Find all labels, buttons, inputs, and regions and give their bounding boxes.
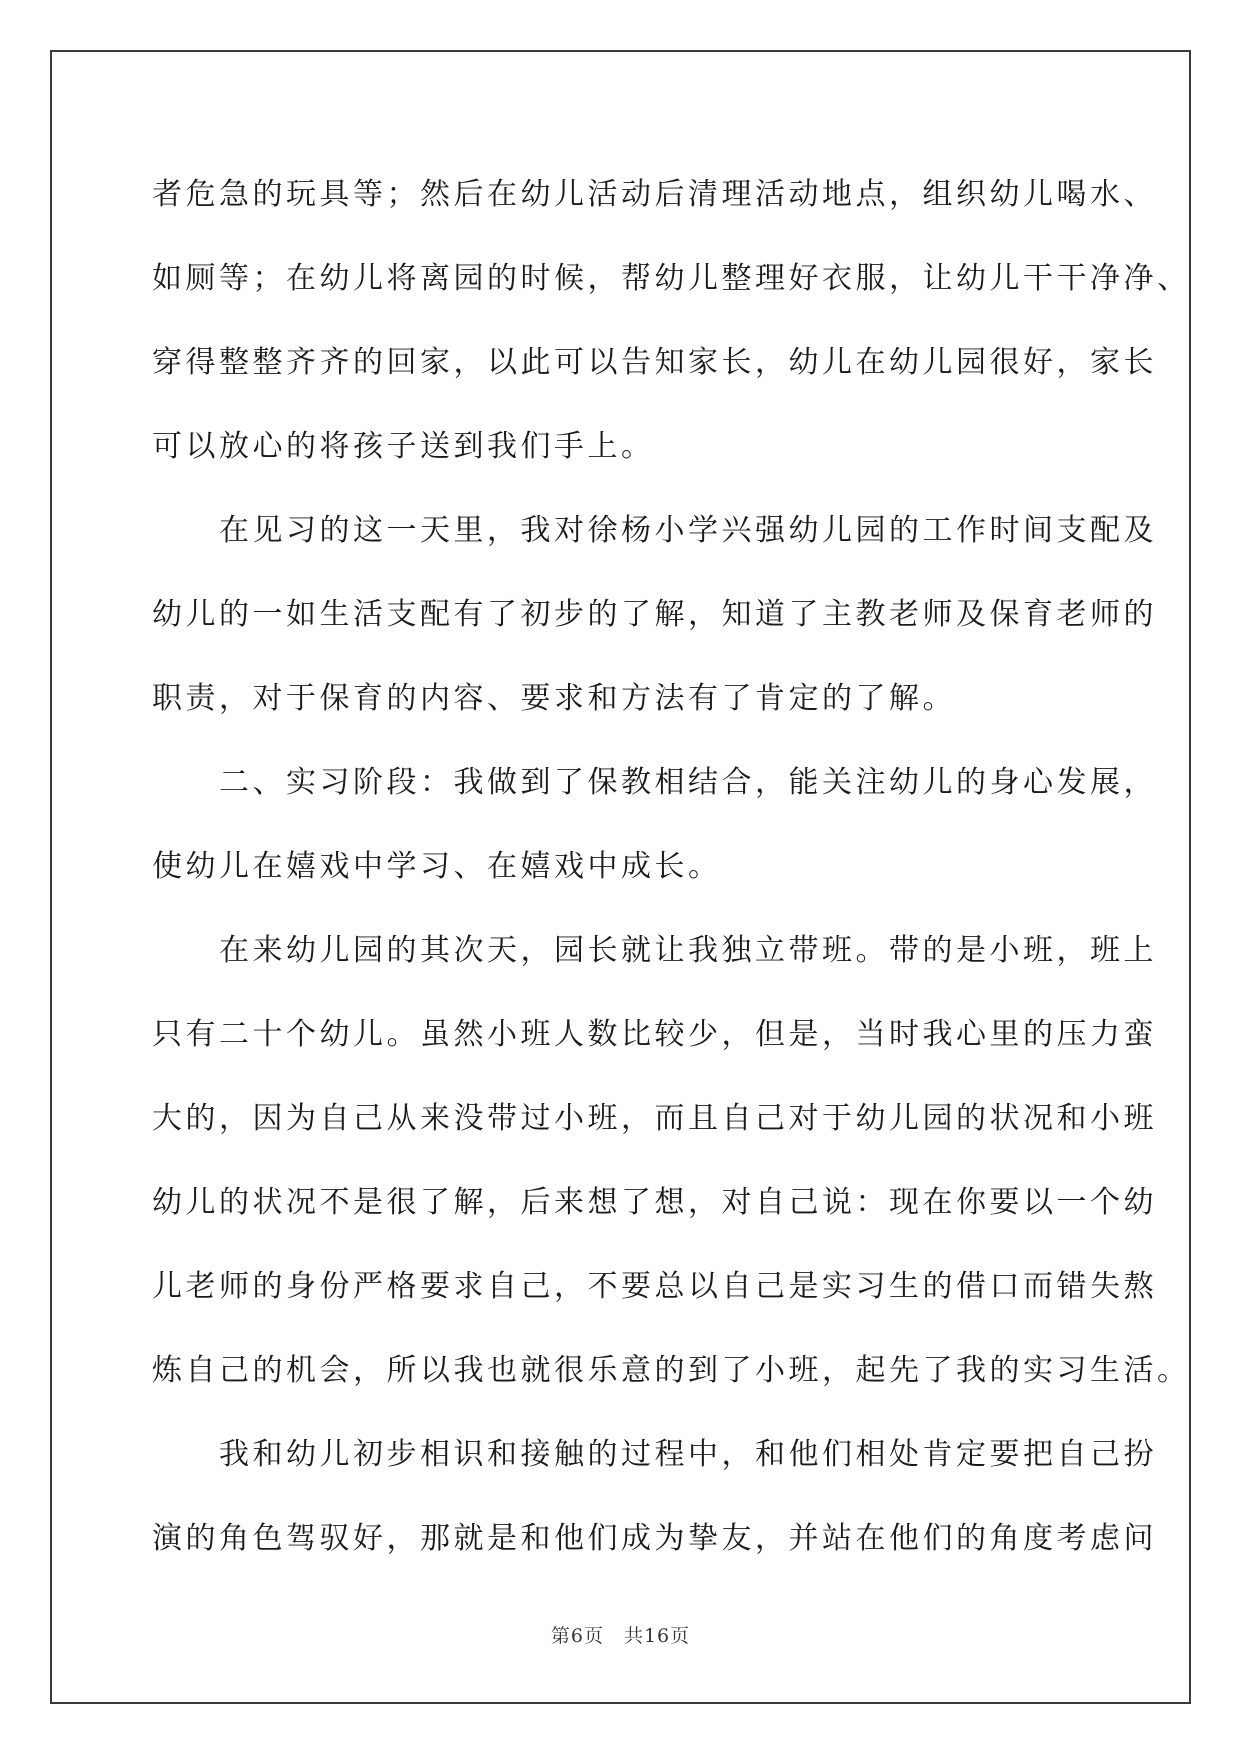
text-line: 如厕等；在幼儿将离园的时候，帮幼儿整理好衣服，让幼儿干干净净、 — [152, 261, 1191, 296]
text-line: 使幼儿在嬉戏中学习、在嬉戏中成长。 — [152, 849, 722, 884]
text-line: 二、实习阶段：我做到了保教相结合，能关注幼儿的身心发展， — [152, 765, 1157, 800]
text-line: 儿老师的身份严格要求自己，不要总以自己是实习生的借口而错失熬 — [152, 1269, 1157, 1304]
text-line: 幼儿的一如生活支配有了初步的了解，知道了主教老师及保育老师的 — [152, 597, 1157, 632]
page-number: 第6页 共16页 — [550, 1625, 691, 1647]
text-line: 者危急的玩具等；然后在幼儿活动后清理活动地点，组织幼儿喝水、 — [152, 177, 1157, 212]
text-line: 演的角色驾驭好，那就是和他们成为挚友，并站在他们的角度考虑问 — [152, 1521, 1157, 1556]
text-line: 在来幼儿园的其次天，园长就让我独立带班。带的是小班，班上 — [152, 933, 1157, 968]
text-line: 我和幼儿初步相识和接触的过程中，和他们相处肯定要把自己扮 — [152, 1437, 1157, 1472]
text-line: 大的，因为自己从来没带过小班，而且自己对于幼儿园的状况和小班 — [152, 1101, 1157, 1136]
text-line: 炼自己的机会，所以我也就很乐意的到了小班，起先了我的实习生活。 — [152, 1353, 1191, 1388]
document-body — [152, 165, 1191, 1593]
text-line: 穿得整整齐齐的回家，以此可以告知家长，幼儿在幼儿园很好，家长 — [152, 345, 1157, 380]
text-line: 在见习的这一天里，我对徐杨小学兴强幼儿园的工作时间支配及 — [152, 513, 1157, 548]
text-line: 可以放心的将孩子送到我们手上。 — [152, 429, 655, 464]
text-line: 职责，对于保育的内容、要求和方法有了肯定的了解。 — [152, 681, 956, 716]
text-line: 幼儿的状况不是很了解，后来想了想，对自己说：现在你要以一个幼 — [152, 1185, 1157, 1220]
text-line: 只有二十个幼儿。虽然小班人数比较少，但是，当时我心里的压力蛮 — [152, 1017, 1157, 1052]
